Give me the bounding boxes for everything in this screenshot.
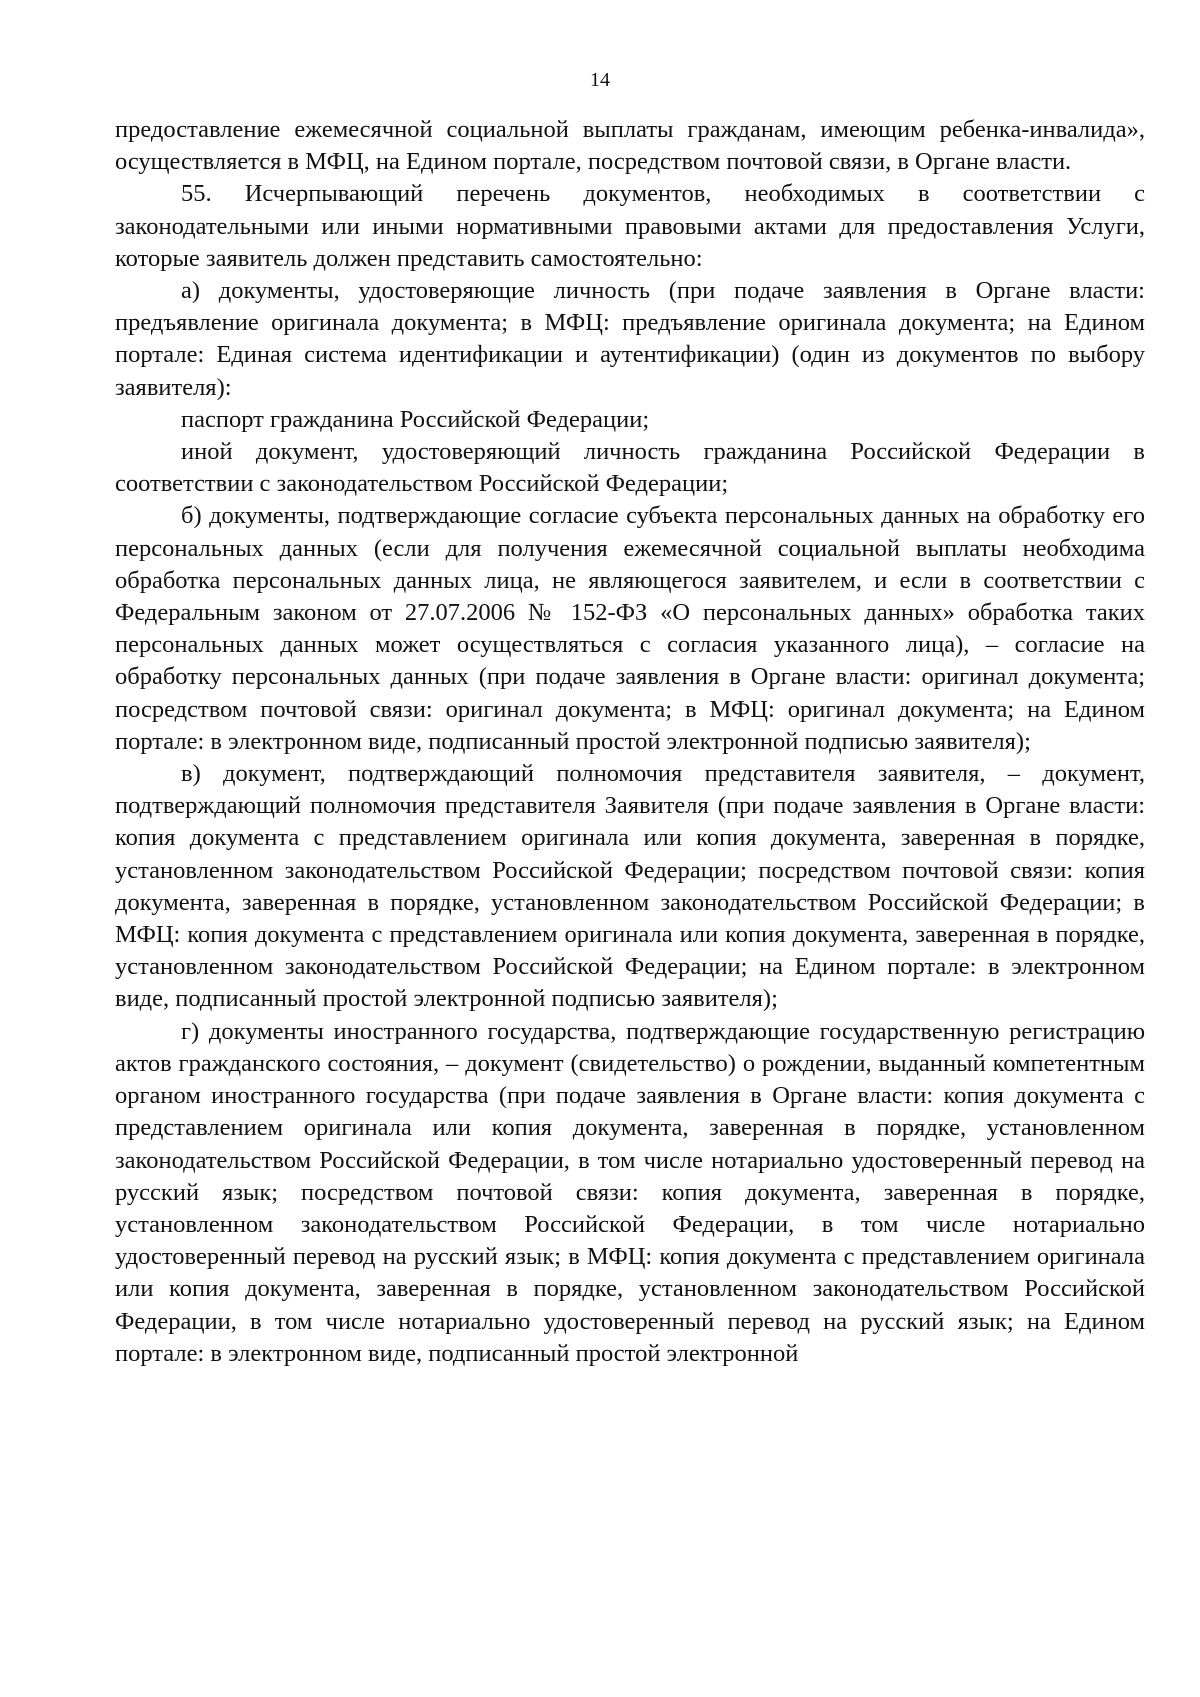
paragraph-subitem-a: а) документы, удостоверяющие личность (при подаче заявления в Органе власти: предъявление оригинала документа; в МФЦ: предъявление оригинала документа; на Едином портале: Единая система идентификации и аутентификации) (один из документов по выбору заявителя): [115,277,1145,401]
paragraph-subitem-b: б) документы, подтверждающие согласие субъекта персональных данных на обработку его персональных данных (если для получения ежемесячной социальной выплаты необходима обработка персональных данных лица, не являющегося заявителем, и если в соответствии с Федеральным законом от 27.07.2006 № 152-ФЗ «О персональных данных» обработка таких персональных данных может осуществляться с согласия указанного лица), – согласие на обработку персональных данных (при подаче заявления в Органе власти: оригинал документа; посредством почтовой связи: оригинал документа; в МФЦ: оригинал документа; на Едином портале: в электронном виде, подписанный простой электронной подписью заявителя); [115,502,1145,755]
paragraph-subitem-v: в) документ, подтверждающий полномочия представителя заявителя, – документ, подтверждающий полномочия представителя Заявителя (при подаче заявления в Органе власти: копия документа с представлением оригинала или копия документа, заверенная в порядке, установленном законодательством Российской Федерации; посредством почтовой связи: копия документа, заверенная в порядке, установленном законодательством Российской Федерации; в МФЦ: копия документа с представлением оригинала или копия документа, заверенная в порядке, установленном законодательством Российской Федерации; на Едином портале: в электронном виде, подписанный простой электронной подписью заявителя); [115,760,1145,1013]
paragraph-subitem-g: г) документы иностранного государства, подтверждающие государственную регистрацию актов гражданского состояния, – документ (свидетельство) о рождении, выданный компетентным органом иностранного государства (при подаче заявления в Органе власти: копия документа с представлением оригинала или копия документа, заверенная в порядке, установленном законодательством Российской Федерации, в том числе нотариально удостоверенный перевод на русский язык; посредством почтовой связи: копия документа, заверенная в порядке, установленном законодательством Российской Федерации, в том числе нотариально удостоверенный перевод на русский язык; в МФЦ: копия документа с представлением оригинала или копия документа, заверенная в порядке, установленном законодательством Российской Федерации, в том числе нотариально удостоверенный перевод на русский язык; на Едином портале: в электронном виде, подписанный простой электронной [115,1017,1145,1367]
paragraph-passport: паспорт гражданина Российской Федерации; [181,405,650,433]
paragraph-item-55: 55. Исчерпывающий перечень документов, необходимых в соответствии с законодательными или иными нормативными правовыми актами для предоставления Услуги, которые заявитель должен представить самостоятельно: [115,180,1145,272]
paragraph-other-id: иной документ, удостоверяющий личность гражданина Российской Федерации в соответствии с законодательством Российской Федерации; [115,438,1145,498]
document-body [115,114,1145,1370]
page-number: 14 [590,69,610,91]
paragraph-continuation: предоставление ежемесячной социальной выплаты гражданам, имеющим ребенка-инвалида», осуществляется в МФЦ, на Едином портале, посредством почтовой связи, в Органе власти. [115,116,1145,176]
